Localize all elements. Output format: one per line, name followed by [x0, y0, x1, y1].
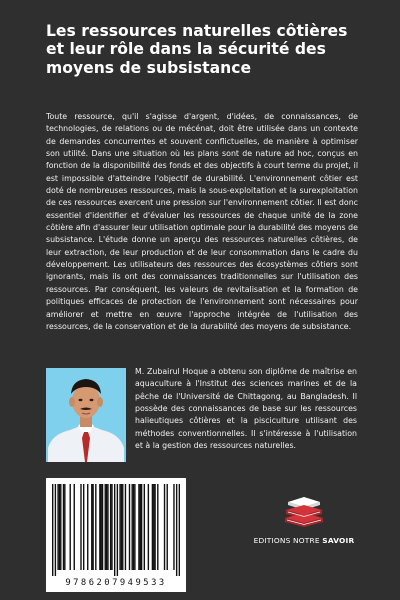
barcode-bar: [140, 484, 141, 570]
barcode-bar: [106, 484, 107, 570]
isbn-number: 9786207949533: [65, 578, 167, 588]
barcode-bar: [99, 484, 100, 570]
barcode-bar: [101, 484, 102, 570]
barcode-bar: [55, 484, 56, 576]
barcode-bar: [133, 484, 134, 570]
publisher-name-bold: SAVOIR: [322, 536, 355, 545]
author-photo: [46, 368, 126, 462]
barcode-bar: [122, 484, 123, 570]
barcode-bars: [52, 484, 180, 576]
barcode-bar: [59, 484, 60, 570]
barcode-bar: [83, 484, 84, 570]
barcode-bar: [105, 484, 106, 570]
barcode-bar: [52, 484, 53, 576]
barcode-bar: [114, 484, 115, 576]
barcode-bar: [144, 484, 145, 570]
publisher-prefix: EDITIONS NOTRE: [253, 536, 320, 545]
barcode-bar: [154, 484, 155, 570]
barcode-bar: [111, 484, 112, 570]
barcode-bar: [64, 484, 65, 570]
barcode-bar: [129, 484, 130, 570]
barcode-bar: [91, 484, 92, 570]
barcode-bar: [157, 484, 158, 570]
publisher-block: [244, 496, 364, 556]
barcode-bar: [95, 484, 96, 570]
barcode-bar: [107, 484, 108, 570]
book-abstract: Toute ressource, qu'il s'agisse d'argent, d'idées, de connaissances, de technologies, de relations ou de mécénat, doit être utilisée dans un contexte de demandes concurrentes et souvent conflictuelles, de manière à optimiser son utilité. Dans une situation où les plans sont de nature ad hoc, conçus en fonction de la disponibilité des fonds et des objectifs à court terme du projet, il est impossible d'atteindre l'objectif de durabilité. L'environnement côtier est doté de nombreuses ressources, mais la sous-exploitation et la surexploitation de ces ressources exercent une pression sur l'environnement côtier. Il est donc essentiel d'identifier et d'évaluer les ressources de chaque unité de la zone côtière afin d'assurer leur utilisation optimale pour la durabilité des moyens de subsistance. L'étude donne un aperçu des ressources naturelles côtières, de leur extraction, de leur production et de leur consommation dans le cadre du développement. Les utilisateurs des ressources des écosystèmes côtiers sont ignorants, mais ils ont des connaissances traditionnelles sur l'utilisation des ressources. Par conséquent, les valeurs de revitalisation et la formation de politiques efficaces de protection de l'environnement sont nécessaires pour améliorer et mettre en œuvre l'approche intégrée de l'utilisation des ressources, de la conservation et de la durabilité des moyens de subsistance.: [46, 112, 358, 331]
barcode-bar: [74, 484, 75, 570]
barcode-bar: [125, 484, 126, 570]
barcode-bar: [153, 484, 154, 570]
barcode: [46, 478, 186, 592]
barcode-bar: [164, 484, 165, 570]
barcode-bar: [80, 484, 81, 570]
barcode-bar: [152, 484, 153, 570]
barcode-bar: [141, 484, 142, 570]
barcode-bar: [63, 484, 64, 570]
barcode-bar: [173, 484, 174, 570]
stacked-books-icon: [282, 496, 326, 532]
barcode-bar: [121, 484, 122, 570]
barcode-bar: [179, 484, 180, 576]
author-bio: M. Zubairul Hoque a obtenu son diplôme de maîtrise en aquaculture à l'Institut des sciences marines et de la pêche de l'Université de Chittagong, au Bangladesh. Il possède des connaissances de base sur les ressources halieutiques côtières et la pisciculture utilisant des méthodes conventionnelles. Il s'intéresse à l'utilisation et à la gestion des ressources naturelles.: [135, 367, 357, 451]
barcode-bar: [148, 484, 149, 570]
barcode-bar: [87, 484, 88, 570]
barcode-bar: [60, 484, 61, 570]
book-title: Les ressources naturelles côtières et leur rôle dans la sécurité des moyens de subsistance: [46, 22, 348, 77]
barcode-bar: [134, 484, 135, 570]
barcode-bar: [117, 484, 118, 576]
barcode-bar: [167, 484, 168, 570]
barcode-bar: [92, 484, 93, 570]
barcode-bar: [102, 484, 103, 570]
barcode-bar: [138, 484, 139, 570]
barcode-bar: [176, 484, 177, 576]
barcode-bar: [131, 484, 132, 570]
barcode-bar: [119, 484, 120, 570]
barcode-bar: [57, 484, 58, 570]
publisher-name: [244, 536, 364, 545]
author-portrait-image: [46, 368, 126, 462]
barcode-bar: [110, 484, 111, 570]
barcode-bar: [70, 484, 71, 570]
